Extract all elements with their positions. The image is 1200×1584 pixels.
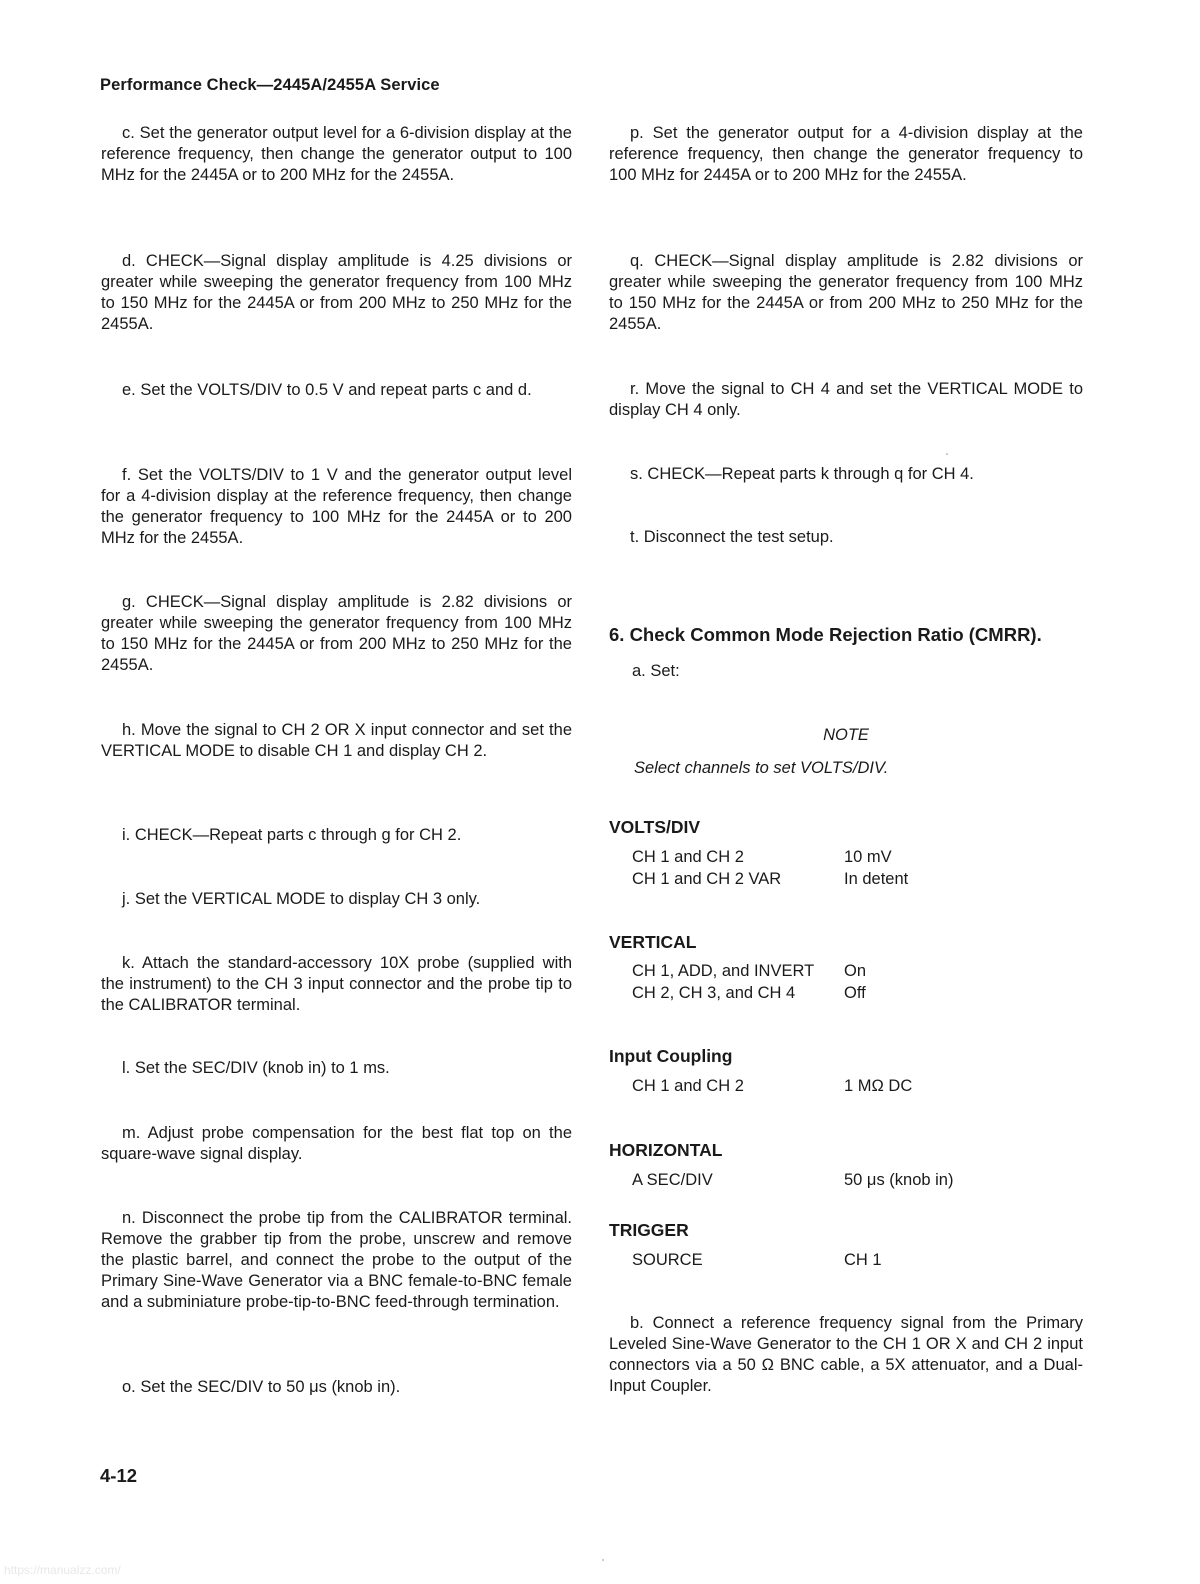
setting-row xyxy=(632,1250,1072,1271)
step-e: e. Set the VOLTS/DIV to 0.5 V and repeat parts c and d. xyxy=(122,381,532,399)
step-i: i. CHECK—Repeat parts c through g for CH 2. xyxy=(122,826,462,844)
setting-row xyxy=(632,847,1072,868)
setting-value: In detent xyxy=(844,870,909,888)
setting-name: CH 2, CH 3, and CH 4 xyxy=(632,984,796,1002)
set-label: a. Set: xyxy=(632,662,680,680)
step-s: s. CHECK—Repeat parts k through q for CH 4. xyxy=(630,465,974,483)
setting-name: CH 1 and CH 2 VAR xyxy=(632,870,782,888)
group-title-vertical: VERTICAL xyxy=(609,932,697,952)
step-h: h. Move the signal to CH 2 OR X input connector and set the VERTICAL MODE to disable CH 1 and display CH 2. xyxy=(101,721,572,760)
step-d: d. CHECK—Signal display amplitude is 4.25 divisions or greater while sweeping the generator frequency from 100 MHz to 150 MHz for the 2445A or from 200 MHz to 250 MHz for the 2455A. xyxy=(101,252,572,333)
group-title-volts-div: VOLTS/DIV xyxy=(609,817,701,837)
setting-name: CH 1 and CH 2 xyxy=(632,848,744,866)
step-n: n. Disconnect the probe tip from the CALIBRATOR terminal. Remove the grabber tip from the probe, unscrew and remove the plastic barrel, and connect the probe to the output of the Primary Sine-Wave Generator via a BNC female-to-BNC female and a subminiature probe-tip-to-BNC feed-through termination. xyxy=(101,1209,572,1311)
group-title-horizontal: HORIZONTAL xyxy=(609,1140,723,1160)
setting-name: CH 1, ADD, and INVERT xyxy=(632,962,815,980)
setting-value: Off xyxy=(844,984,866,1002)
step-j: j. Set the VERTICAL MODE to display CH 3 only. xyxy=(122,890,481,908)
step-k: k. Attach the standard-accessory 10X probe (supplied with the instrument) to the CH 3 input connector and the probe tip to the CALIBRATOR terminal. xyxy=(101,954,572,1014)
step-p: p. Set the generator output for a 4-division display at the reference frequency, then change the generator frequency to 100 MHz for 2445A or to 200 MHz for the 2455A. xyxy=(609,124,1083,184)
section-6-title: 6. Check Common Mode Rejection Ratio (CMRR). xyxy=(609,624,1042,645)
step-q: q. CHECK—Signal display amplitude is 2.82 divisions or greater while sweeping the generator frequency from 100 MHz to 150 MHz for the 2445A or from 200 MHz to 250 MHz for the 2455A. xyxy=(609,252,1083,333)
setting-row xyxy=(632,983,1072,1004)
step-o: o. Set the SEC/DIV to 50 μs (knob in). xyxy=(122,1378,401,1396)
setting-row xyxy=(632,1170,1072,1191)
setting-row xyxy=(632,1076,1072,1097)
page-number: 4-12 xyxy=(100,1465,138,1486)
setting-value: 10 mV xyxy=(844,848,892,866)
scan-speck xyxy=(946,453,948,455)
note-text: Select channels to set VOLTS/DIV. xyxy=(634,759,889,777)
step-m: m. Adjust probe compensation for the best flat top on the square-wave signal display. xyxy=(101,1124,572,1163)
step-t: t. Disconnect the test setup. xyxy=(630,528,834,546)
step-b: b. Connect a reference frequency signal from the Primary Leveled Sine-Wave Generator to the CH 1 OR X and CH 2 input connectors via a 50 Ω BNC cable, a 5X attenuator, and a Dual-Input Coupler. xyxy=(609,1314,1083,1395)
step-f: f. Set the VOLTS/DIV to 1 V and the generator output level for a 4-division display at the reference frequency, then change the generator frequency to 100 MHz for the 2445A or to 200 MHz for the 2455A. xyxy=(101,466,572,547)
setting-value: 50 μs (knob in) xyxy=(844,1171,954,1189)
setting-name: SOURCE xyxy=(632,1251,703,1269)
setting-value: On xyxy=(844,962,867,980)
group-title-input-coupling: Input Coupling xyxy=(609,1046,733,1066)
setting-row xyxy=(632,869,1072,890)
setting-row xyxy=(632,961,1072,982)
setting-name: CH 1 and CH 2 xyxy=(632,1077,744,1095)
setting-value: 1 MΩ DC xyxy=(844,1077,913,1095)
step-r: r. Move the signal to CH 4 and set the VERTICAL MODE to display CH 4 only. xyxy=(609,380,1083,419)
step-g: g. CHECK—Signal display amplitude is 2.82 divisions or greater while sweeping the generator frequency from 100 MHz to 150 MHz for the 2445A or from 200 MHz to 250 MHz for the 2455A. xyxy=(101,593,572,674)
setting-name: A SEC/DIV xyxy=(632,1171,713,1189)
setting-value: CH 1 xyxy=(844,1251,882,1269)
step-l: l. Set the SEC/DIV (knob in) to 1 ms. xyxy=(122,1059,390,1077)
group-title-trigger: TRIGGER xyxy=(609,1220,689,1240)
scan-speck xyxy=(602,1559,604,1561)
footer-watermark-url: https://manualzz.com/ xyxy=(4,1563,121,1577)
running-header: Performance Check—2445A/2455A Service xyxy=(100,76,440,94)
step-c: c. Set the generator output level for a 6-division display at the reference frequency, then change the generator output to 100 MHz for the 2445A or to 200 MHz for the 2455A. xyxy=(101,124,572,184)
note-title: NOTE xyxy=(823,726,869,744)
